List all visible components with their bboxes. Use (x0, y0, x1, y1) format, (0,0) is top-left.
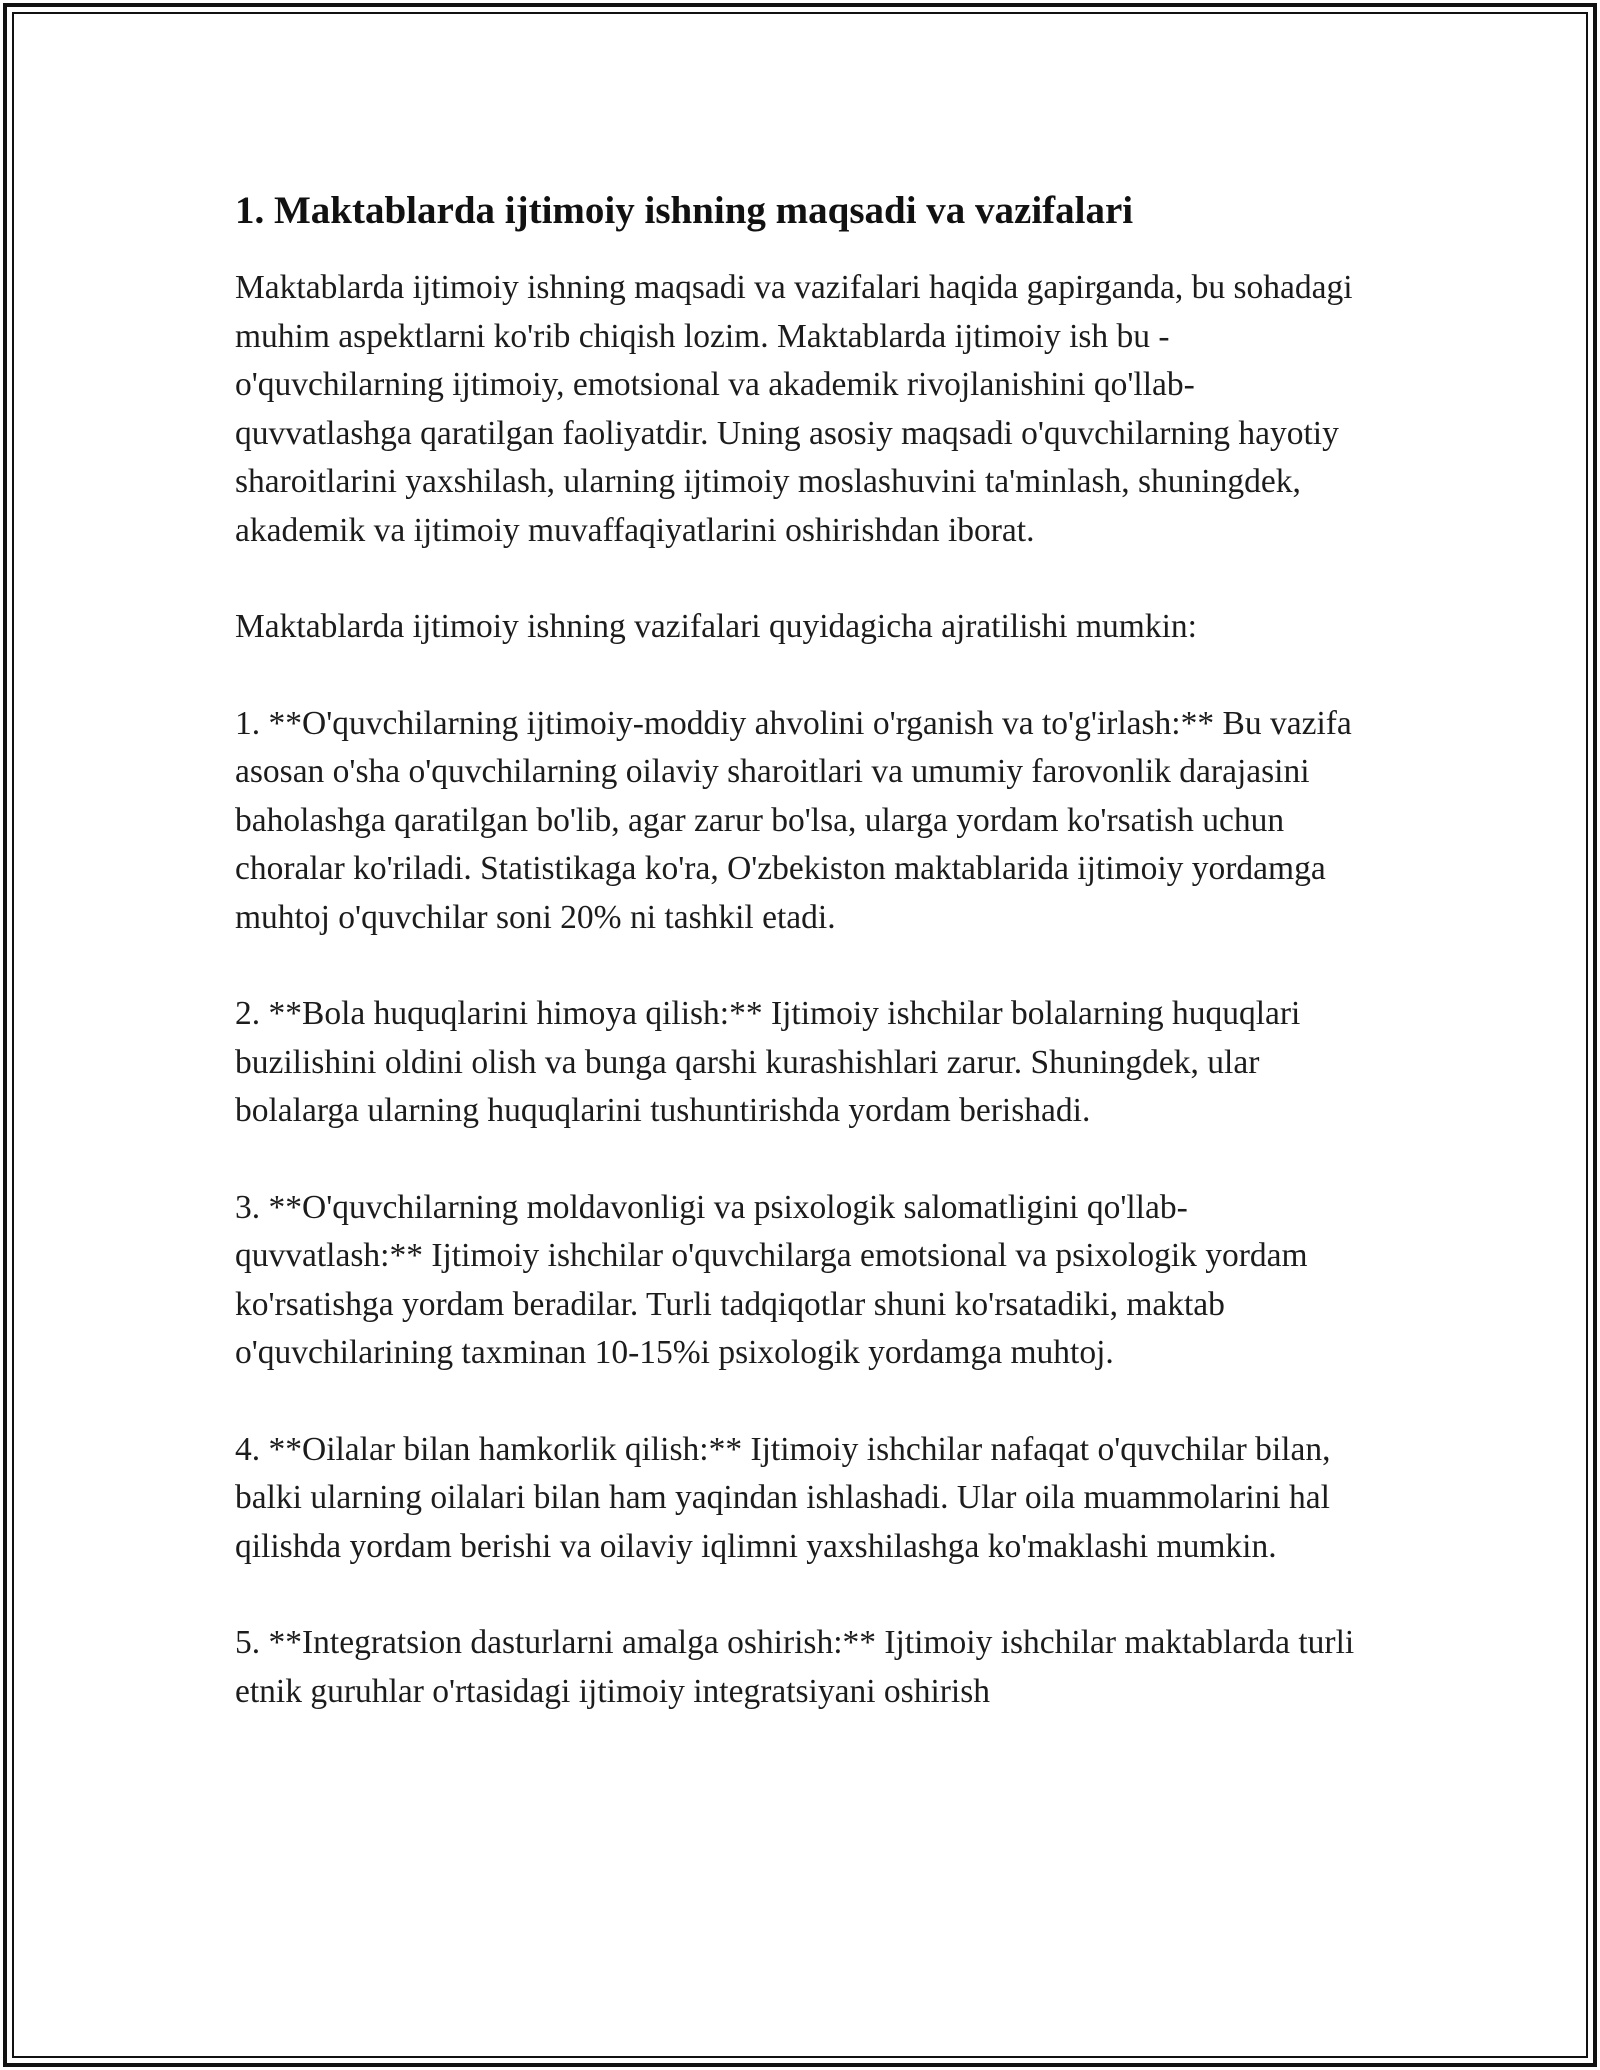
task-item-5: 5. **Integratsion dasturlarni amalga oshirish:** Ijtimoiy ishchilar maktablarda turli etnik guruhlar o'rtasidagi ijtimoiy integratsiyani oshirish (235, 1624, 1355, 1710)
section-heading: 1. Maktablarda ijtimoiy ishning maqsadi va vazifalari (235, 189, 1134, 232)
task-item-1: 1. **O'quvchilarning ijtimoiy-moddiy ahvolini o'rganish va to'g'irlash:** Bu vazifa asosan o'sha o'quvchilarning oilaviy sharoitlari va umumiy farovonlik darajasini baholashga qaratilgan bo'lib, agar zarur bo'lsa, ularga yordam ko'rsatish uchun choralar ko'riladi. Statistikaga ko'ra, O'zbekiston maktablarida ijtimoiy yordamga muhtoj o'quvchilar soni 20% ni tashkil etadi. (235, 704, 1352, 936)
tasks-intro-paragraph: Maktablarda ijtimoiy ishning vazifalari quyidagicha ajratilishi mumkin: (235, 608, 1197, 645)
task-item-3: 3. **O'quvchilarning moldavonligi va psixologik salomatligini qo'llab-quvvatlash:** Ijtimoiy ishchilar o'quvchilarga emotsional va psixologik yordam ko'rsatishga yordam beradilar. Turli tadqiqotlar shuni ko'rsatadiki, maktab o'quvchilarining taxminan 10-15%i psixologik yordamga muhtoj. (235, 1188, 1308, 1371)
task-item-4: 4. **Oilalar bilan hamkorlik qilish:** Ijtimoiy ishchilar nafaqat o'quvchilar bilan, balki ularning oilalari bilan ham yaqindan ishlashadi. Ular oila muammolarini hal qilishda yordam berishi va oilaviy iqlimni yaxshilashga ko'maklashi mumkin. (235, 1430, 1331, 1565)
intro-paragraph: Maktablarda ijtimoiy ishning maqsadi va vazifalari haqida gapirganda, bu sohadagi muhim aspektlarni ko'rib chiqish lozim. Maktablarda ijtimoiy ish bu - o'quvchilarning ijtimoiy, emotsional va akademik rivojlanishini qo'llab-quvvatlashga qaratilgan faoliyatdir. Uning asosiy maqsadi o'quvchilarning hayotiy sharoitlarini yaxshilash, ularning ijtimoiy moslashuvini ta'minlash, shuningdek, akademik va ijtimoiy muvaffaqiyatlarini oshirishdan iborat. (235, 269, 1353, 549)
task-item-2: 2. **Bola huquqlarini himoya qilish:** Ijtimoiy ishchilar bolalarning huquqlari buzilishini oldini olish va bunga qarshi kurashishlari zarur. Shuningdek, ular bolalarga ularning huquqlarini tushuntirishda yordam berishadi. (235, 995, 1301, 1129)
document-body (235, 186, 1370, 1764)
